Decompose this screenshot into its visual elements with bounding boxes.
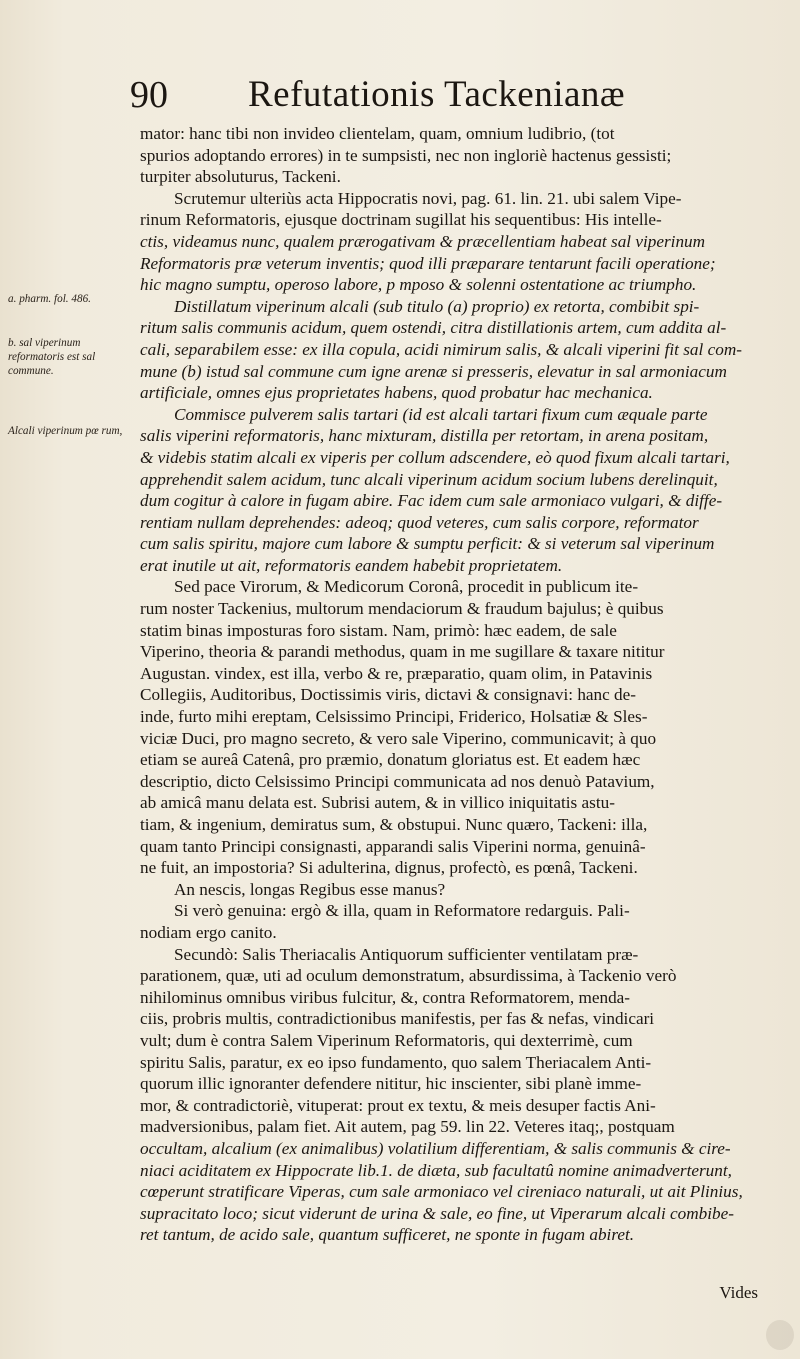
text-line: descriptio, dicto Celsissimo Principi communicata ad nos denuò Patavium, — [140, 771, 655, 791]
text-line: mor, & contradictoriè, vituperat: prout ex textu, & meis desuper factis Ani- — [140, 1095, 656, 1115]
text-line: ab amicâ manu delata est. Subrisi autem, & in villico iniquitatis astu- — [140, 793, 615, 813]
margin-note: a. pharm. fol. 486. — [8, 293, 91, 305]
text-line: statim binas imposturas foro sistam. Nam, primò: hæc eadem, de sale — [140, 620, 617, 640]
text-line: quam tanto Principi consignasti, apparandi salis Viperini norma, genuinâ- — [140, 836, 646, 856]
text-line: dum cogitur à calore in fugam abire. Fac idem cum sale armoniaco vulgari, & diffe- — [140, 491, 723, 511]
text-line: Scrutemur ulteriùs acta Hippocratis novi, pag. 61. lin. 21. ubi salem Vipe- — [174, 188, 682, 208]
text-line: mune (b) istud sal commune cum igne arenæ si presseris, elevatur in sal armoniacum — [140, 361, 727, 381]
text-line: rinum Reformatoris, ejusque doctrinam sugillat his sequentibus: His intelle- — [140, 210, 662, 230]
text-line: salis viperini reformatoris, hanc mixturam, distilla per retortam, in arena positam, — [140, 426, 709, 446]
text-line: turpiter absoluturus, Tackeni. — [140, 167, 341, 187]
text-line: madversionibus, palam fiet. Ait autem, pag 59. lin 22. Veteres itaq;, postquam — [140, 1117, 675, 1137]
text-line: Si verò genuina: ergò & illa, quam in Reformatore redarguis. Pali- — [174, 901, 630, 921]
text-line: cum salis spiritu, majore cum labore & sumptu perficit: & si veterum sal viperinum — [140, 534, 715, 554]
text-line: tiam, & ingenium, demiratus sum, & obstupui. Nunc quæro, Tackeni: illa, — [140, 815, 648, 834]
catchword: Vides — [719, 1283, 758, 1302]
margin-note: Alcali viperinum pœ rum, — [8, 425, 123, 437]
text-line: supracitato loco; sicut viderunt de urina & sale, eo fine, ut Viperarum alcali combibe- — [140, 1203, 734, 1223]
text-line: Viperino, theoria & parandi methodus, quam in me sugillare & taxare nititur — [140, 642, 665, 662]
text-line: Secundò: Salis Theriacalis Antiquorum sufficienter ventilatam præ- — [174, 944, 639, 964]
text-line: erat inutile ut ait, reformatoris eandem habebit proprietatem. — [140, 555, 563, 575]
text-line: cœperunt stratificare Viperas, cum sale armoniaco vel cireniaco naturali, ut ait Plinius, — [140, 1182, 743, 1202]
text-line: Commisce pulverem salis tartari (id est alcali tartari fixum cum æquale parte — [174, 404, 708, 424]
text-line: ciis, probris multis, contradictionibus manifestis, per fas & nefas, vindicari — [140, 1009, 655, 1029]
text-line: apprehendit salem acidum, tunc alcali viperinum acidum socium lubens derelinquit, — [140, 469, 718, 489]
text-line: artificiale, omnes ejus proprietates habens, quod probatur hac mechanica. — [140, 383, 653, 403]
body-text — [140, 123, 770, 1246]
text-line: An nescis, longas Regibus esse manus? — [174, 879, 446, 899]
text-line: ret tantum, de acido sale, quantum sufficeret, ne sponte in fugam abiret. — [140, 1225, 635, 1245]
text-line: ne fuit, an impostoria? Si adulterina, dignus, profectò, es pœnâ, Tackeni. — [140, 858, 638, 878]
text-line: etiam se aureâ Catenâ, pro præmio, donatum gloriatus est. Et eadem hæc — [140, 750, 641, 770]
text-line: Collegiis, Auditoribus, Doctissimis viris, dictavi & consignavi: hanc de- — [140, 685, 637, 705]
text-line: niaci aciditatem ex Hippocrate lib.1. de diæta, sub facultatû nomine animadverterunt, — [140, 1160, 732, 1180]
text-line: Distillatum viperinum alcali (sub titulo (a) proprio) ex retorta, combibit spi- — [174, 296, 700, 316]
running-title: Refutationis Tackenianæ — [248, 74, 626, 115]
text-line: Reformatoris præ veterum inventis; quod illi præparare tentarunt facili operatione; — [140, 253, 716, 273]
text-line: occultam, alcalium (ex animalibus) volatilium differentiam, & salis communis & cire- — [140, 1138, 731, 1158]
text-line: Sed pace Virorum, & Medicorum Coronâ, procedit in publicum ite- — [174, 577, 639, 597]
text-line: ritum salis communis acidum, quem ostendi, citra distillationis artem, cum addita al- — [140, 318, 727, 338]
text-line: ctis, videamus nunc, qualem prærogativam & præcellentiam habeat sal viperinum — [140, 231, 706, 251]
text-line: cali, separabilem esse: ex illa copula, acidi nimirum salis, & alcali viperini fit sal com- — [140, 339, 742, 359]
text-line: vult; dum è contra Salem Viperinum Reformatoris, qui dexterrimè, cum — [140, 1030, 633, 1050]
text-line: rum noster Tackenius, multorum mendaciorum & fraudum bajulus; è quibus — [140, 599, 664, 619]
text-line: inde, furto mihi ereptam, Celsissimo Principi, Friderico, Holsatiæ & Sles- — [140, 707, 648, 727]
paper-stain — [766, 1320, 794, 1350]
text-line: hic magno sumptu, operoso labore, p mposo & solenni ostentatione ac triumpho. — [140, 275, 697, 295]
margin-note: b. sal viperinum reformatoris est sal commune. — [8, 337, 96, 377]
text-line: spiritu Salis, paratur, ex eo ipso fundamento, quo salem Theriacalem Anti- — [140, 1052, 652, 1072]
text-line: parationem, quæ, uti ad oculum demonstratum, absurdissima, à Tackenio verò — [140, 966, 677, 986]
page-number: 90 — [130, 74, 168, 116]
text-line: rentiam nullam deprehendes: adeoq; quod veteres, cum salis corpore, reformator — [140, 512, 699, 532]
text-line: viciæ Duci, pro magno secreto, & vero sale Viperino, communicavit; à quo — [140, 728, 657, 748]
text-line: & videbis statim alcali ex viperis per collum adscendere, eò quod fixum alcali tartari, — [140, 447, 730, 467]
text-line: spurios adoptando errores) in te sumpsisti, nec non ingloriè hactenus gessisti; — [140, 145, 672, 165]
text-line: nihilominus omnibus viribus fulcitur, &, contra Reformatorem, menda- — [140, 987, 631, 1007]
page-header — [130, 72, 760, 118]
text-line: nodiam ergo canito. — [140, 922, 277, 942]
text-line: Augustan. vindex, est illa, verbo & re, præparatio, quam olim, in Patavinis — [140, 663, 653, 683]
text-line: mator: hanc tibi non invideo clientelam, quam, omnium ludibrio, (tot — [140, 124, 615, 143]
text-line: quorum illic ignoranter defendere nititur, hic inscienter, sibi planè imme- — [140, 1074, 642, 1094]
